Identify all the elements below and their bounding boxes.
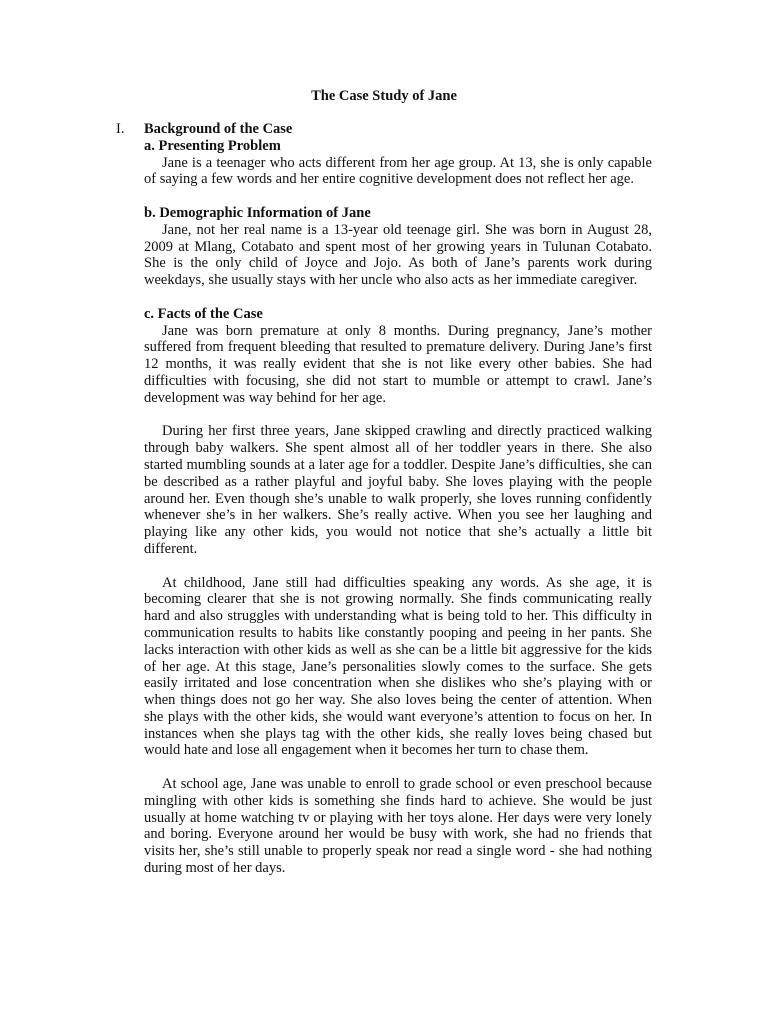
paragraph-presenting-problem: Jane is a teenager who acts different from her age group. At 13, she is only capable of saying a few words and her entire cognitive development does not reflect her age.: [144, 154, 652, 188]
section-content: [144, 138, 652, 877]
subheading-facts: c. Facts of the Case: [144, 305, 263, 322]
paragraph-gap: [144, 558, 652, 575]
paragraph-gap: [144, 289, 652, 306]
paragraph-gap: [144, 407, 652, 424]
paragraph-demographic: Jane, not her real name is a 13-year old teenage girl. She was born in August 28, 2009 at Mlang, Cotabato and spent most of her growing years in Tulunan Cotabato. She is the only child of Joyce and Jojo. As both of Jane’s parents work during weekdays, she usually stays with her uncle who also acts as her immediate caregiver.: [144, 221, 652, 289]
paragraph-facts-1: Jane was born premature at only 8 months. During pregnancy, Jane’s mother suffered from frequent bleeding that resulted to premature delivery. During Jane’s first 12 months, it was really evident that she is not like every other babies. She had difficulties with focusing, she did not start to mumble or attempt to crawl. Jane’s development was way behind for her age.: [144, 322, 652, 406]
subheading-presenting-problem: a. Presenting Problem: [144, 137, 281, 154]
subheading-demographic: b. Demographic Information of Jane: [144, 204, 371, 221]
paragraph-facts-4: At school age, Jane was unable to enroll to grade school or even preschool because mingling with other kids is something she finds hard to achieve. She would be just usually at home watching tv or playing with her toys alone. Her days were very lonely and boring. Everyone around her would be busy with work, she had no friends that visits her, she’s still unable to properly speak nor read a single word - she had nothing during most of her days.: [144, 776, 652, 877]
section-background: [116, 121, 652, 877]
paragraph-facts-3: At childhood, Jane still had difficulties speaking any words. As she age, it is becoming clearer that she is not growing normally. She finds communicating really hard and also struggles with understanding what is being told to her. This difficulty in communication results to habits like constantly pooping and peeing in her pants. She lacks interaction with other kids as well as she can be a little bit aggressive for the kids of her age. At this stage, Jane’s personalities slowly comes to the surface. She gets easily irritated and lose concentration when she dislikes who she’s playing with or when things does not go her way. She also loves being the center of attention. When she plays with the other kids, she would want everyone’s attention to focus on her. In instances when she plays tag with the other kids, she really loves being chased but would hate and lose all engagement when it becomes her turn to chase them.: [144, 574, 652, 759]
document-title: The Case Study of Jane: [311, 88, 457, 104]
section-number: I.: [116, 121, 125, 137]
section-heading: [116, 121, 652, 138]
paragraph-gap: [144, 759, 652, 776]
paragraph-facts-2: During her first three years, Jane skipped crawling and directly practiced walking through baby walkers. She spent almost all of her toddler years in there. She also started mumbling sounds at a later age for a toddler. Despite Jane’s difficulties, she can be described as a rather playful and joyful baby. She loves playing with the people around her. Even though she’s unable to walk properly, she loves running confidently whenever she’s in her walkers. She’s really active. When you see her laughing and playing like any other kids, you would not notice that she’s actually a little bit different.: [144, 423, 652, 557]
paragraph-gap: [144, 188, 652, 205]
section-title: Background of the Case: [144, 121, 293, 137]
